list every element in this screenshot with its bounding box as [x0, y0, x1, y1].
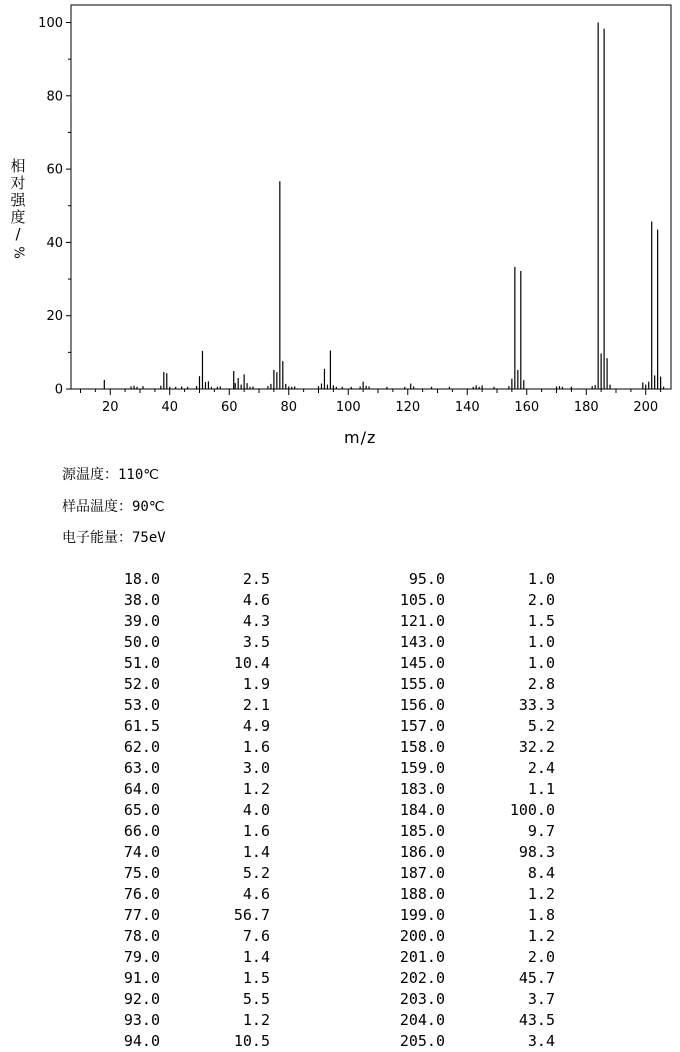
table-row	[80, 716, 555, 737]
y-tick-label: 20	[46, 309, 63, 325]
intensity-cell: 2.0	[527, 948, 555, 966]
mz-cell: 187.0	[399, 864, 445, 882]
intensity-cell: 32.2	[518, 738, 555, 756]
mz-cell: 199.0	[399, 906, 445, 924]
mz-cell: 203.0	[399, 990, 445, 1008]
mz-cell: 143.0	[399, 633, 445, 651]
intensity-cell: 3.5	[242, 633, 270, 651]
intensity-cell: 98.3	[518, 843, 555, 861]
intensity-cell: 45.7	[518, 969, 555, 987]
mz-cell: 158.0	[399, 738, 445, 756]
intensity-cell: 4.6	[242, 591, 270, 609]
intensity-cell: 5.2	[527, 717, 555, 735]
y-tick-label: 100	[38, 16, 63, 31]
x-tick-label: 200	[633, 400, 659, 415]
intensity-cell: 1.1	[527, 780, 555, 798]
y-axis-label-char: 对	[10, 174, 26, 192]
x-tick-label: 140	[454, 400, 480, 415]
peak-table	[80, 569, 555, 1052]
mz-cell: 38.0	[123, 591, 160, 609]
mz-cell: 200.0	[399, 927, 445, 945]
table-row	[80, 863, 555, 884]
intensity-cell: 3.4	[527, 1032, 555, 1050]
x-tick-label: 80	[280, 400, 298, 415]
mass-spectrum-chart	[0, 0, 680, 450]
mz-cell: 159.0	[399, 759, 445, 777]
intensity-cell: 2.8	[527, 675, 555, 693]
intensity-cell: 1.0	[527, 633, 555, 651]
y-axis-label-char: 相	[10, 157, 26, 175]
mz-cell: 205.0	[399, 1032, 445, 1050]
table-row	[80, 1010, 555, 1031]
x-axis-ticks	[81, 389, 661, 415]
mz-cell: 78.0	[123, 927, 160, 945]
source-temperature-value: 110℃	[118, 467, 160, 483]
table-row	[80, 926, 555, 947]
intensity-cell: 43.5	[518, 1011, 555, 1029]
mz-cell: 53.0	[123, 696, 160, 714]
mz-cell: 184.0	[399, 801, 445, 819]
table-row	[80, 821, 555, 842]
mz-cell: 74.0	[123, 843, 160, 861]
mz-cell: 121.0	[399, 612, 445, 630]
source-temperature-label: 源温度：	[62, 467, 118, 483]
intensity-cell: 1.2	[242, 780, 270, 798]
x-tick-label: 100	[335, 400, 361, 415]
intensity-cell: 1.0	[527, 570, 555, 588]
table-row	[80, 758, 555, 779]
mz-cell: 65.0	[123, 801, 160, 819]
mz-cell: 63.0	[123, 759, 160, 777]
intensity-cell: 1.6	[242, 738, 270, 756]
intensity-cell: 4.0	[242, 801, 270, 819]
mz-cell: 183.0	[399, 780, 445, 798]
intensity-cell: 2.1	[242, 696, 270, 714]
x-tick-label: 180	[573, 400, 599, 415]
intensity-cell: 1.8	[527, 906, 555, 924]
mz-cell: 157.0	[399, 717, 445, 735]
mz-cell: 93.0	[123, 1011, 160, 1029]
sample-temperature-value: 90℃	[132, 499, 165, 515]
source-temperature	[62, 464, 159, 484]
plot-frame	[71, 5, 671, 389]
y-tick-label: 80	[46, 89, 63, 105]
y-axis-label-char: 度	[10, 208, 26, 226]
intensity-cell: 1.4	[242, 948, 270, 966]
intensity-cell: 100.0	[509, 801, 555, 819]
mz-cell: 95.0	[408, 570, 445, 588]
mz-cell: 155.0	[399, 675, 445, 693]
y-axis-ticks	[38, 16, 71, 398]
intensity-cell: 2.5	[242, 570, 270, 588]
table-row	[80, 611, 555, 632]
intensity-cell: 5.5	[242, 990, 270, 1008]
y-axis-label-char: 强	[10, 191, 26, 209]
intensity-cell: 1.9	[242, 675, 270, 693]
table-row	[80, 632, 555, 653]
mz-cell: 66.0	[123, 822, 160, 840]
plot-border	[71, 5, 671, 389]
intensity-cell: 1.5	[242, 969, 270, 987]
sample-temperature-label: 样品温度：	[62, 499, 132, 515]
mz-cell: 92.0	[123, 990, 160, 1008]
y-tick-label: 0	[54, 382, 63, 398]
table-row	[80, 674, 555, 695]
mz-cell: 39.0	[123, 612, 160, 630]
intensity-cell: 1.2	[527, 927, 555, 945]
mz-cell: 201.0	[399, 948, 445, 966]
mz-cell: 62.0	[123, 738, 160, 756]
table-row	[80, 737, 555, 758]
intensity-cell: 4.3	[242, 612, 270, 630]
mz-cell: 52.0	[123, 675, 160, 693]
intensity-cell: 4.6	[242, 885, 270, 903]
mz-cell: 77.0	[123, 906, 160, 924]
mz-cell: 156.0	[399, 696, 445, 714]
y-axis-label	[8, 158, 28, 261]
table-row	[80, 989, 555, 1010]
x-axis-label: m/z	[344, 428, 377, 447]
sample-temperature	[62, 496, 165, 516]
intensity-cell: 10.4	[233, 654, 270, 672]
mz-cell: 75.0	[123, 864, 160, 882]
table-row	[80, 884, 555, 905]
mz-cell: 51.0	[123, 654, 160, 672]
table-row	[80, 695, 555, 716]
y-tick-label: 40	[46, 235, 63, 251]
y-axis-label-text	[10, 157, 25, 260]
intensity-cell: 9.7	[527, 822, 555, 840]
intensity-cell: 1.5	[527, 612, 555, 630]
mz-cell: 91.0	[123, 969, 160, 987]
spectrum-peaks	[104, 23, 663, 390]
table-row	[80, 569, 555, 590]
x-tick-label: 120	[395, 400, 421, 415]
mz-cell: 145.0	[399, 654, 445, 672]
intensity-cell: 1.4	[242, 843, 270, 861]
intensity-cell: 1.0	[527, 654, 555, 672]
intensity-cell: 5.2	[242, 864, 270, 882]
electron-energy-value: 75eV	[132, 530, 166, 546]
mz-cell: 61.5	[123, 717, 160, 735]
intensity-cell: 10.5	[233, 1032, 270, 1050]
mz-cell: 94.0	[123, 1032, 160, 1050]
mz-cell: 50.0	[123, 633, 160, 651]
electron-energy	[62, 527, 166, 547]
intensity-cell: 1.2	[242, 1011, 270, 1029]
intensity-cell: 56.7	[233, 906, 270, 924]
table-row	[80, 590, 555, 611]
intensity-cell: 7.6	[242, 927, 270, 945]
table-row	[80, 905, 555, 926]
mz-cell: 76.0	[123, 885, 160, 903]
table-row	[80, 800, 555, 821]
mz-cell: 79.0	[123, 948, 160, 966]
mz-cell: 18.0	[123, 570, 160, 588]
intensity-cell: 33.3	[518, 696, 555, 714]
table-row	[80, 968, 555, 989]
y-axis-label-char: /	[15, 225, 21, 243]
intensity-cell: 2.0	[527, 591, 555, 609]
y-tick-label: 60	[46, 162, 63, 178]
table-row	[80, 653, 555, 674]
y-axis-label-char: %	[10, 246, 26, 259]
intensity-cell: 8.4	[527, 864, 555, 882]
table-row	[80, 842, 555, 863]
mz-cell: 186.0	[399, 843, 445, 861]
x-tick-label: 20	[101, 400, 119, 415]
table-row	[80, 779, 555, 800]
intensity-cell: 1.2	[527, 885, 555, 903]
intensity-cell: 4.9	[242, 717, 270, 735]
mz-cell: 202.0	[399, 969, 445, 987]
intensity-cell: 1.6	[242, 822, 270, 840]
intensity-cell: 2.4	[527, 759, 555, 777]
mz-cell: 105.0	[399, 591, 445, 609]
electron-energy-label: 电子能量：	[62, 530, 132, 546]
x-tick-label: 60	[220, 400, 238, 415]
x-tick-label: 40	[161, 400, 179, 415]
intensity-cell: 3.7	[527, 990, 555, 1008]
table-row	[80, 947, 555, 968]
mz-cell: 188.0	[399, 885, 445, 903]
mz-cell: 185.0	[399, 822, 445, 840]
mz-cell: 64.0	[123, 780, 160, 798]
intensity-cell: 3.0	[242, 759, 270, 777]
mz-cell: 204.0	[399, 1011, 445, 1029]
x-tick-label: 160	[514, 400, 540, 415]
